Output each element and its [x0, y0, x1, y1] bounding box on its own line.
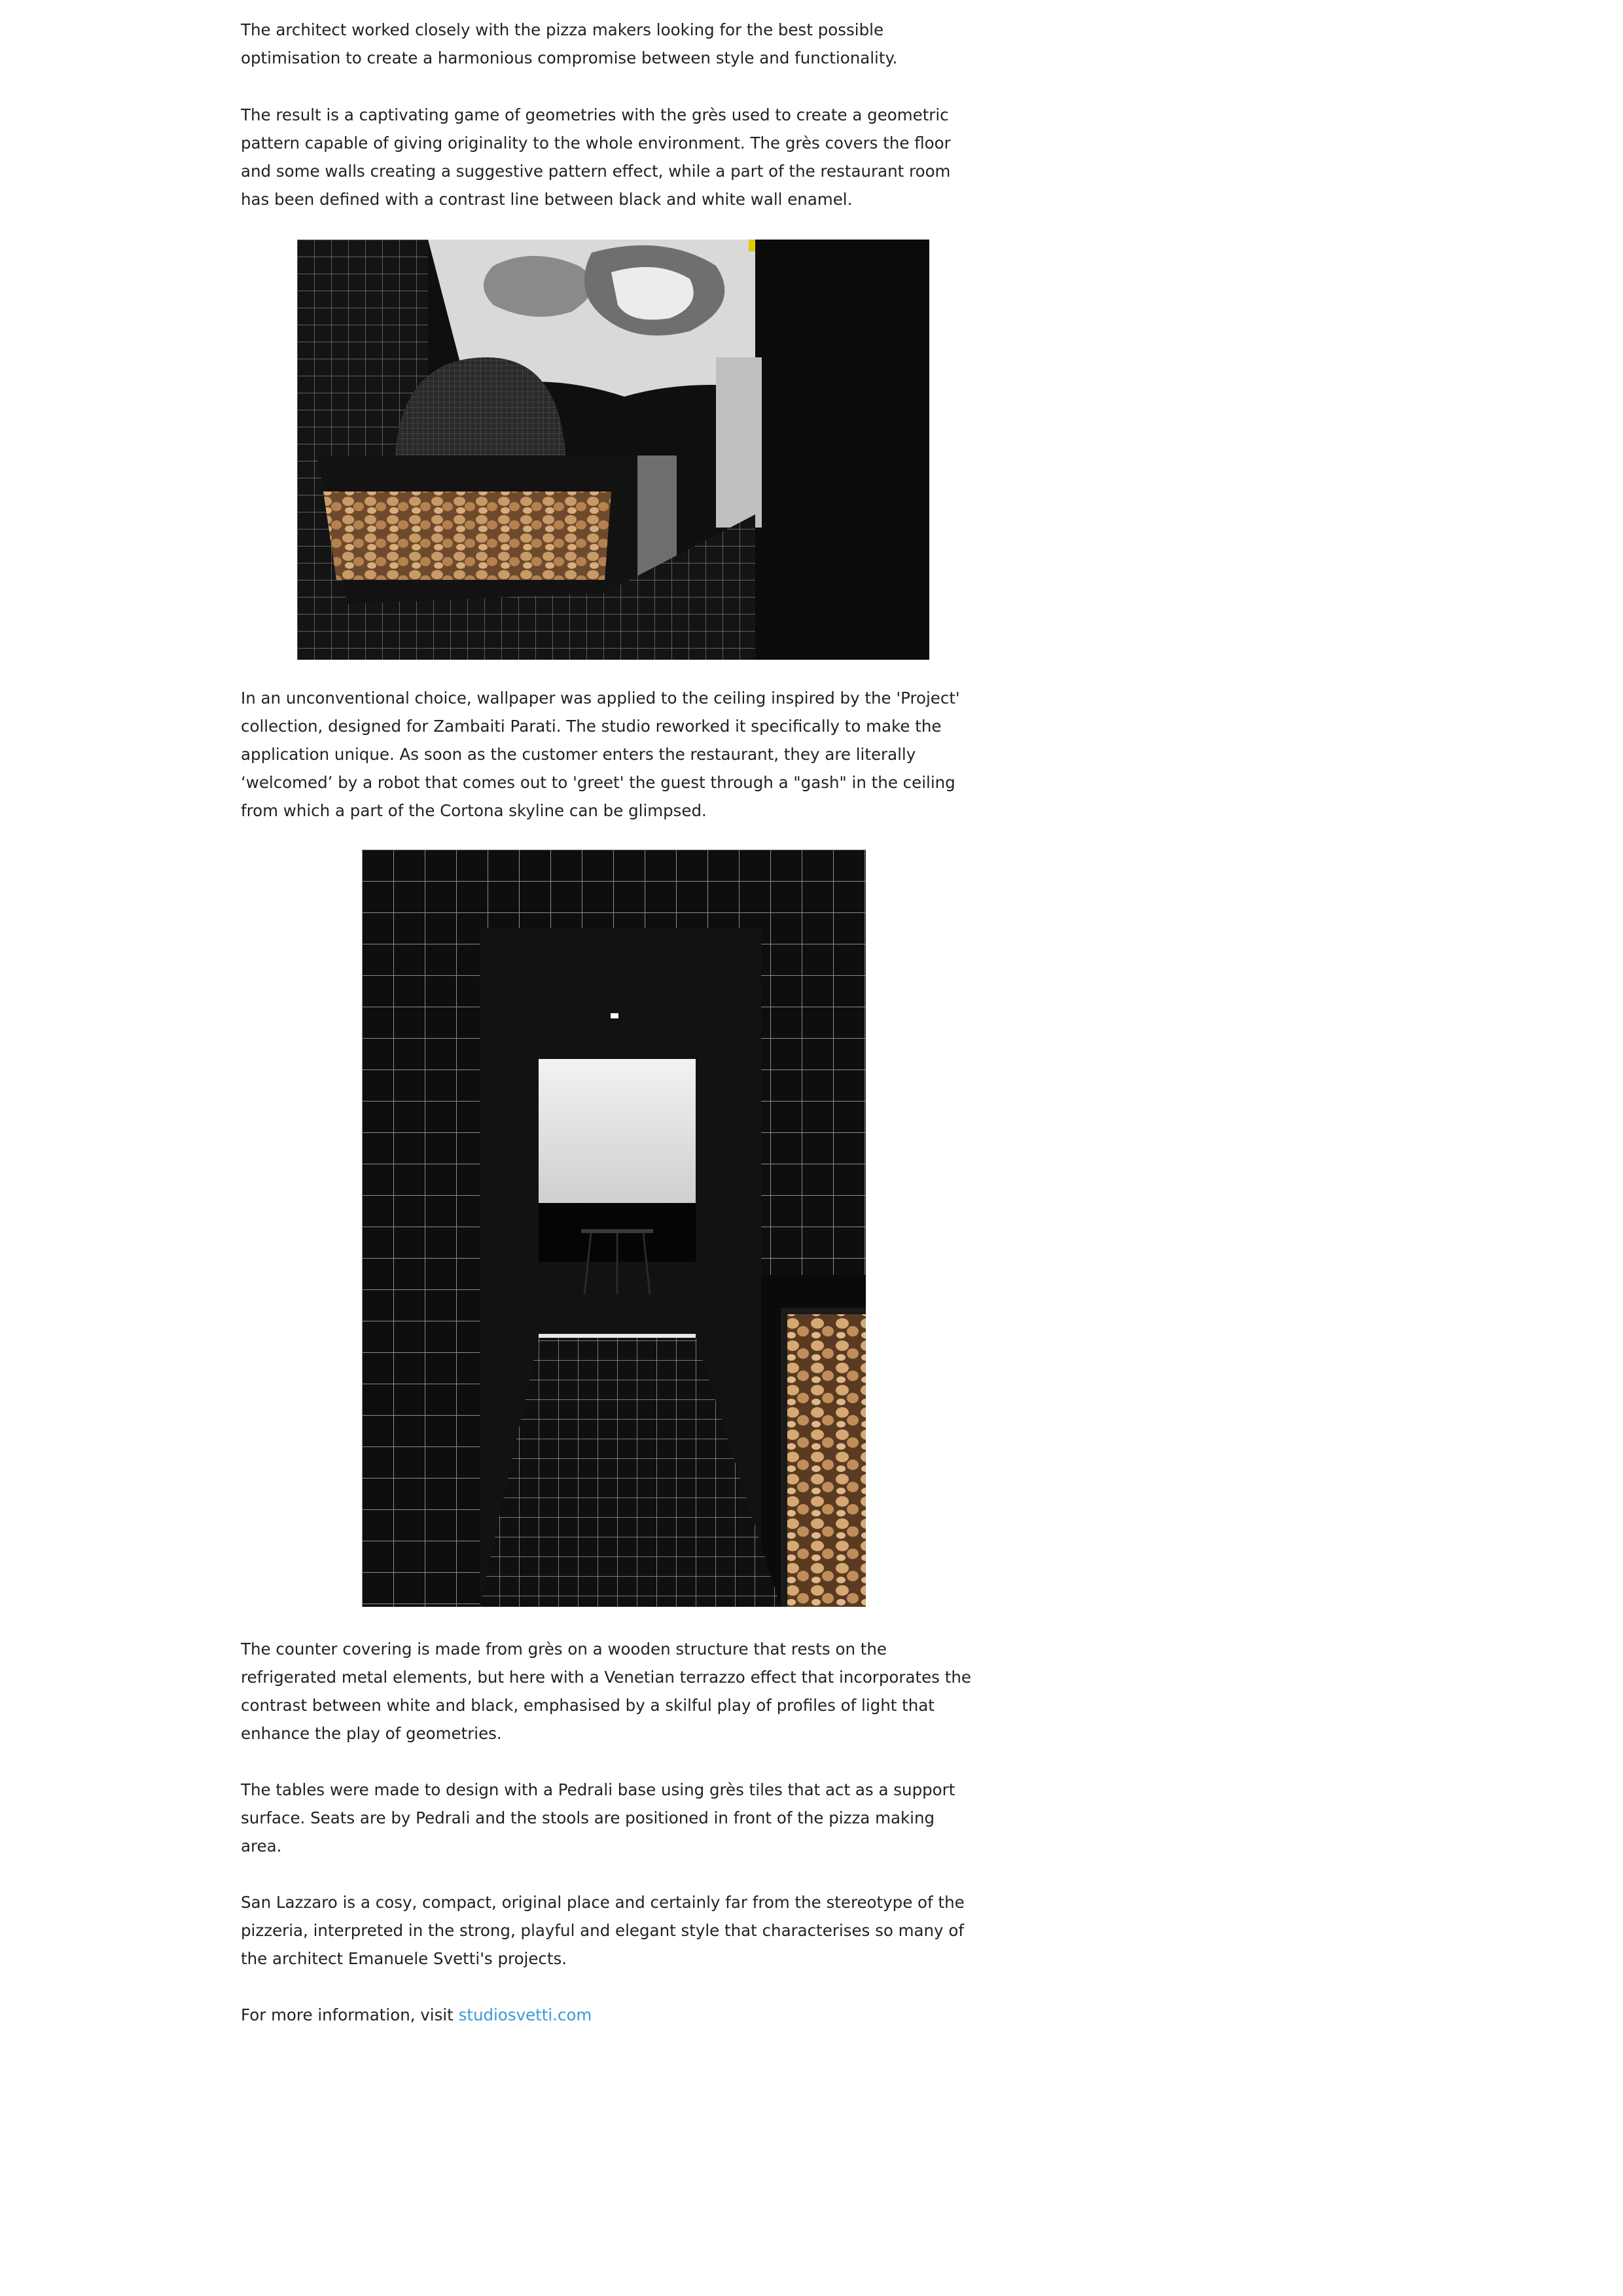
photo-black-tiled-corridor: [362, 850, 866, 1607]
more-info-label: For more information, visit: [241, 2005, 459, 2024]
paragraph-tables-seating: The tables were made to design with a Pedrali base using grès tiles that act as a support surface. Seats are by Pedrali and the stools are positioned in front of the pizza making area.: [241, 1780, 955, 1856]
paragraph-more-info: [241, 2001, 592, 2029]
paragraph-counter-covering: The counter covering is made from grès on a wooden structure that rests on the refrigerated metal elements, but here with a Venetian terrazzo effect that incorporates the contrast between white and black, emphasised by a skilful play of profiles of light that enhance the play of geometries.: [241, 1640, 971, 1743]
paragraph-design-collaboration: The architect worked closely with the pizza makers looking for the best possible optimisation to create a harmonious compromise between style and functionality.: [241, 20, 898, 67]
paragraph-conclusion: San Lazzaro is a cosy, compact, original place and certainly far from the stereotype of the pizzeria, interpreted in the strong, playful and elegant style that characterises so many of the architect Emanuele Svetti's projects.: [241, 1893, 965, 1968]
photo-pizza-oven-interior: [297, 240, 929, 660]
paragraph-geometric-pattern: The result is a captivating game of geometries with the grès used to create a geometric pattern capable of giving originality to the whole environment. The grès covers the floor and some walls creating a suggestive pattern effect, while a part of the restaurant room has been defined with a contrast line between black and white wall enamel.: [241, 105, 951, 209]
paragraph-ceiling-wallpaper: In an unconventional choice, wallpaper was applied to the ceiling inspired by the 'Project' collection, designed for Zambaiti Parati. The studio reworked it specifically to make the application unique. As soon as the customer enters the restaurant, they are literally ‘welcomed’ by a robot that comes out to 'greet' the guest through a "gash" in the ceiling from which a part of the Cortona skyline can be glimpsed.: [241, 689, 960, 820]
studio-website-link[interactable]: studiosvetti.com: [458, 2005, 592, 2024]
